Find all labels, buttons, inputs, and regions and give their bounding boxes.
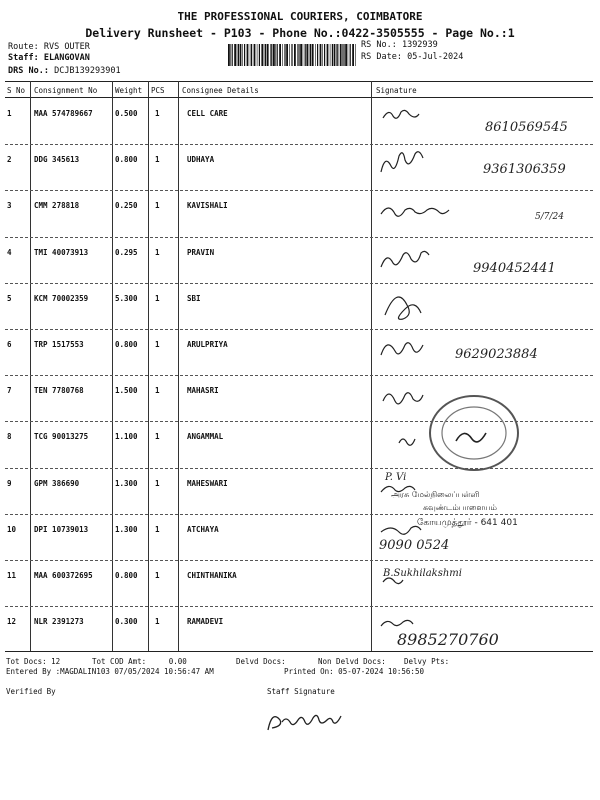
tot-docs-label: Tot Docs: <box>6 657 47 666</box>
handwritten-phone: 9090 0524 <box>379 537 450 553</box>
route-label: Route: <box>8 42 39 52</box>
barcode-bar <box>275 44 276 66</box>
row-consignee: RAMADEVI <box>187 617 224 627</box>
row-signature <box>375 239 590 283</box>
row-sno: 9 <box>7 478 12 488</box>
rs-no-value: 1392939 <box>401 40 438 50</box>
row-signature <box>375 192 590 236</box>
row-pcs: 1 <box>155 478 160 488</box>
drs-line <box>8 66 121 76</box>
barcode-bar <box>271 44 272 66</box>
tot-cod <box>92 657 187 666</box>
staff-signature-label: Staff Signature <box>267 687 335 696</box>
barcode-bar <box>264 44 265 66</box>
row-weight: 0.295 <box>115 247 138 257</box>
barcode-bar <box>312 44 314 66</box>
row-sno: 3 <box>7 201 12 211</box>
row-signature <box>375 146 590 190</box>
barcode-bar <box>327 44 329 66</box>
entered-by: Entered By :MAGDALIN103 07/05/2024 10:56:47 AM <box>6 667 214 676</box>
barcode-bar <box>343 44 344 66</box>
row-consignment-no: TEN 7780768 <box>34 386 84 396</box>
row-consignee: UDHAYA <box>187 155 215 165</box>
row-weight: 5.300 <box>115 293 138 303</box>
row-sno: 12 <box>7 617 17 627</box>
handwritten-phone: 9361306359 <box>483 162 566 178</box>
barcode <box>228 44 356 66</box>
route-value: RVS OUTER <box>43 42 90 52</box>
row-weight: 0.800 <box>115 340 138 349</box>
row-pcs: 1 <box>155 155 160 165</box>
row-consignee: MAHASRI <box>187 386 219 396</box>
row-sno: 2 <box>7 155 12 165</box>
row-signature <box>375 470 590 514</box>
row-consignment-no: TRP 1517553 <box>34 340 84 349</box>
row-weight: 0.800 <box>115 155 138 165</box>
barcode-bar <box>309 44 310 66</box>
barcode-bar <box>250 44 251 66</box>
row-pcs: 1 <box>155 386 160 396</box>
row-consignee: CHINTHANIKA <box>187 571 237 580</box>
row-sno: 4 <box>7 247 12 257</box>
stamp-text-line: கவுண்டம்பாளையம் <box>423 502 497 512</box>
row-consignment-no: GPM 386690 <box>34 478 80 488</box>
barcode-bar <box>303 44 304 66</box>
row-sno: 7 <box>7 386 12 396</box>
company-title: THE PROFESSIONAL COURIERS, COIMBATORE <box>177 10 423 23</box>
row-pcs: 1 <box>155 432 160 442</box>
row-pcs: 1 <box>155 340 160 349</box>
row-signature <box>375 516 590 560</box>
barcode-bar <box>273 44 275 66</box>
row-consignment-no: KCM 70002359 <box>34 293 89 303</box>
row-consignment-no: TCG 90013275 <box>34 432 89 442</box>
barcode-bar <box>289 44 290 66</box>
rs-no-line <box>361 40 438 50</box>
printed-on: Printed On: 05-07-2024 10:56:50 <box>284 667 424 676</box>
row-sno: 6 <box>7 340 12 349</box>
barcode-bar <box>230 44 231 66</box>
barcode-bar <box>350 44 351 66</box>
barcode-bar <box>294 44 296 66</box>
col-header-pcs: PCS <box>151 86 165 95</box>
row-pcs: 1 <box>155 201 160 211</box>
drs-value: DCJB139293901 <box>54 66 121 76</box>
staff-value: ELANGOVAN <box>43 53 90 63</box>
barcode-bar <box>247 44 249 66</box>
handwritten-phone: 5/7/24 <box>535 212 564 223</box>
route-line <box>8 42 90 52</box>
barcode-bar <box>234 44 236 66</box>
handwritten-phone: 9940452441 <box>473 260 556 276</box>
row-sno: 5 <box>7 293 12 303</box>
barcode-bar <box>284 44 285 66</box>
row-consignee: MAHESWARI <box>187 478 228 488</box>
row-pcs: 1 <box>155 571 160 580</box>
barcode-bar <box>238 44 239 66</box>
barcode-bar <box>306 44 308 66</box>
col-header-signature: Signature <box>376 86 417 95</box>
col-header-weight: Weight <box>115 86 143 95</box>
non-delvd-docs-label: Non Delvd Docs: <box>318 657 386 666</box>
table-row <box>5 561 593 607</box>
barcode-bar <box>270 44 271 66</box>
barcode-bar <box>259 44 260 66</box>
row-consignee: CELL CARE <box>187 109 228 118</box>
barcode-bar <box>298 44 299 66</box>
delvy-pts-label: Delvy Pts: <box>404 657 450 666</box>
handwritten-signature <box>375 285 590 329</box>
barcode-bar <box>320 44 322 66</box>
row-weight: 0.300 <box>115 617 138 627</box>
row-pcs: 1 <box>155 524 160 534</box>
row-signature <box>375 285 590 329</box>
table-row <box>5 607 593 653</box>
barcode-bar <box>317 44 318 66</box>
row-pcs: 1 <box>155 293 160 303</box>
barcode-bar <box>291 44 292 66</box>
staff-handwritten-signature <box>262 700 352 742</box>
tot-cod-label: Tot COD Amt: <box>92 657 147 666</box>
row-consignment-no: MAA 600372695 <box>34 571 93 580</box>
handwritten-phone: 8610569545 <box>485 120 568 135</box>
barcode-bar <box>336 44 337 66</box>
barcode-bar <box>334 44 336 66</box>
runsheet-subtitle: Delivery Runsheet - P103 - Phone No.:0422-3505555 - Page No.:1 <box>85 26 515 40</box>
barcode-bar <box>240 44 242 66</box>
row-consignment-no: TMI 40073913 <box>34 247 89 257</box>
tot-docs <box>6 657 60 666</box>
barcode-bar <box>324 44 325 66</box>
handwritten-phone: P. Vi <box>385 471 407 483</box>
row-signature <box>375 562 590 606</box>
row-signature <box>375 608 590 652</box>
table-row <box>5 99 593 145</box>
rs-date-value: 05-Jul-2024 <box>407 52 464 62</box>
barcode-bar <box>279 44 281 66</box>
verified-by-label: Verified By <box>6 687 56 696</box>
barcode-bar <box>348 44 349 66</box>
barcode-bar <box>332 44 333 66</box>
row-consignment-no: CMM 278818 <box>34 201 80 211</box>
barcode-bar <box>265 44 266 66</box>
barcode-bar <box>330 44 331 66</box>
row-signature <box>375 331 590 375</box>
barcode-bar <box>286 44 288 66</box>
row-weight: 0.800 <box>115 571 138 580</box>
barcode-bar <box>261 44 263 66</box>
drs-label: DRS No.: <box>8 66 49 76</box>
barcode-bar <box>237 44 238 66</box>
handwritten-phone: B.Sukhilakshmi <box>383 568 462 579</box>
row-consignee: ANGAMMAL <box>187 432 224 442</box>
rs-date-label: RS Date: <box>361 52 402 62</box>
official-seal-stamp <box>426 393 522 473</box>
barcode-bar <box>305 44 306 66</box>
row-sno: 8 <box>7 432 12 442</box>
row-weight: 1.300 <box>115 478 138 488</box>
tot-docs-value: 12 <box>51 657 61 666</box>
table-row <box>5 145 593 191</box>
row-consignment-no: NLR 2391273 <box>34 617 84 627</box>
table-row <box>5 191 593 237</box>
table-row <box>5 515 593 561</box>
row-pcs: 1 <box>155 247 160 257</box>
barcode-bar <box>228 44 230 66</box>
row-signature <box>375 100 590 144</box>
barcode-bar <box>315 44 316 66</box>
barcode-bar <box>232 44 233 66</box>
staff-line <box>8 53 90 63</box>
row-weight: 1.100 <box>115 432 138 442</box>
barcode-bar <box>242 44 243 66</box>
staff-label: Staff: <box>8 53 39 63</box>
barcode-bar <box>322 44 323 66</box>
barcode-bar <box>244 44 245 66</box>
handwritten-phone: 8985270760 <box>397 630 499 650</box>
rs-date-line <box>361 52 463 62</box>
row-weight: 0.500 <box>115 109 138 118</box>
barcode-bar <box>277 44 278 66</box>
table-bottom-rule <box>5 651 593 652</box>
col-header-sno: S No <box>7 86 26 95</box>
row-weight: 1.300 <box>115 524 138 534</box>
barcode-bar <box>267 44 269 66</box>
col-header-consignment: Consignment No <box>34 86 98 95</box>
barcode-bar <box>352 44 354 66</box>
tot-cod-value: 0.00 <box>168 657 187 666</box>
row-sno: 10 <box>7 524 17 534</box>
stamp-text-line: அரசு மேல்நிலைப்பள்ளி <box>391 489 480 499</box>
table-row <box>5 284 593 330</box>
barcode-bar <box>257 44 258 66</box>
handwritten-phone: 9629023884 <box>455 347 538 362</box>
delvd-docs-label: Delvd Docs: <box>236 657 286 666</box>
barcode-bar <box>282 44 283 66</box>
table-row <box>5 330 593 376</box>
stamp-text-line: கோயமுத்தூர் - 641 401 <box>417 517 518 528</box>
row-weight: 1.500 <box>115 386 138 396</box>
table-row <box>5 238 593 284</box>
barcode-bar <box>300 44 302 66</box>
barcode-bar <box>342 44 343 66</box>
row-consignee: ATCHAYA <box>187 524 219 534</box>
barcode-bar <box>254 44 256 66</box>
row-consignee: KAVISHALI <box>187 201 228 211</box>
rs-no-label: RS No.: <box>361 40 397 50</box>
row-sno: 11 <box>7 571 17 580</box>
row-consignee: ARULPRIYA <box>187 340 228 349</box>
row-weight: 0.250 <box>115 201 138 211</box>
row-consignment-no: MAA 574789667 <box>34 109 93 118</box>
row-consignee: SBI <box>187 293 201 303</box>
table-top-rule <box>5 81 593 82</box>
row-consignee: PRAVIN <box>187 247 215 257</box>
row-consignment-no: DDG 345613 <box>34 155 80 165</box>
barcode-bar <box>340 44 342 66</box>
barcode-bar <box>355 44 356 66</box>
barcode-bar <box>297 44 298 66</box>
table-header-rule <box>5 97 593 98</box>
row-sno: 1 <box>7 109 12 118</box>
barcode-bar <box>337 44 338 66</box>
barcode-bar <box>345 44 347 66</box>
row-pcs: 1 <box>155 109 160 118</box>
col-header-consignee: Consignee Details <box>182 86 259 95</box>
barcode-bar <box>251 44 252 66</box>
row-pcs: 1 <box>155 617 160 627</box>
table-row <box>5 469 593 515</box>
row-consignment-no: DPI 10739013 <box>34 524 89 534</box>
barcode-bar <box>310 44 311 66</box>
